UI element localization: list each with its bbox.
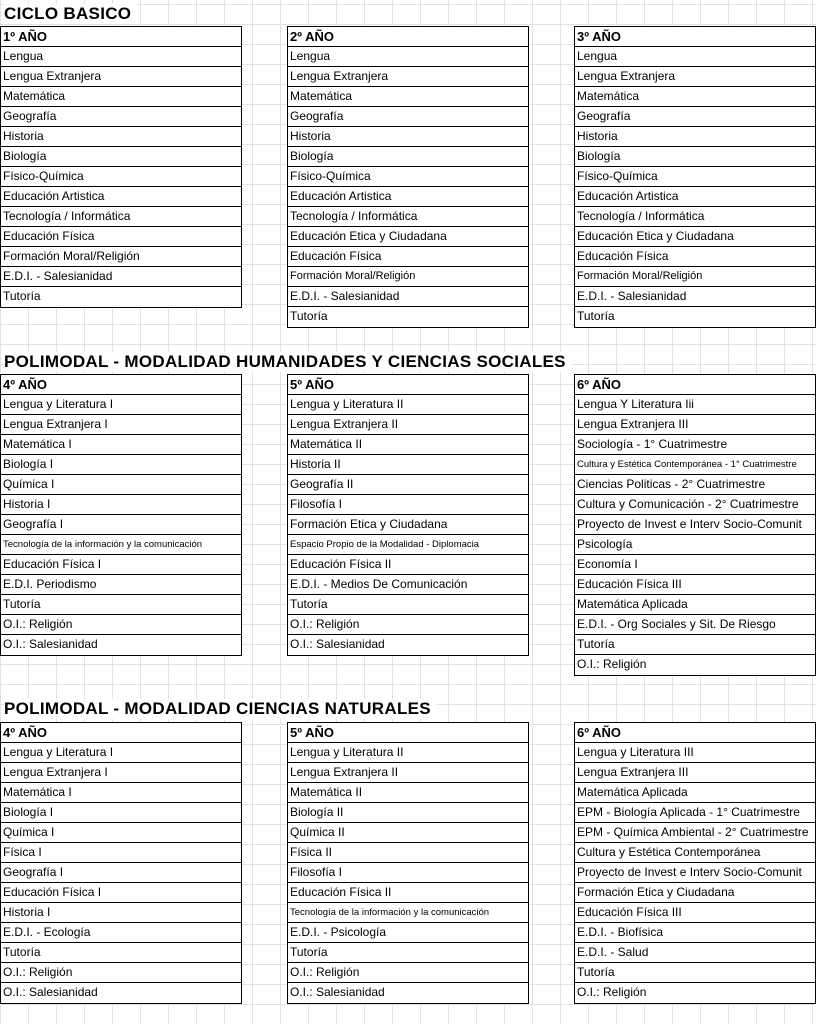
subject-cell: Educación Física III (575, 903, 815, 923)
subject-cell: Tutoría (575, 635, 815, 655)
year-table (287, 722, 529, 1004)
subject-cell: O.I.: Salesianidad (3, 637, 98, 651)
subject-cell: E.D.I. - Medios De Comunicación (288, 575, 528, 595)
year-header: 4º AÑO (1, 375, 241, 395)
subject-cell: Historia I (1, 903, 241, 923)
subject-cell: Formación Etica y Ciudadana (575, 883, 815, 903)
subject-cell: Historia (288, 127, 528, 147)
subject-cell: Lengua (288, 47, 528, 67)
subject-cell: Educación Artistica (575, 187, 815, 207)
subject-cell: Lengua Extranjera III (575, 763, 815, 783)
subject-cell: O.I.: Religión (577, 657, 647, 671)
subject-cell: Lengua Extranjera (288, 67, 528, 87)
section-title: CICLO BASICO (4, 4, 137, 24)
year-table (0, 722, 242, 1004)
subject-cell: Lengua (1, 47, 241, 67)
subject-cell: Lengua (575, 47, 815, 67)
subject-cell: Historia I (1, 495, 241, 515)
subject-cell: O.I.: Salesianidad (290, 985, 385, 999)
subject-cell: Matemática (288, 87, 528, 107)
subject-cell: Lengua Extranjera II (288, 415, 528, 435)
subject-cell: E.D.I. - Ecología (1, 923, 241, 943)
subject-cell: Lengua y Literatura I (1, 743, 241, 763)
subject-cell: Educación Artistica (1, 187, 241, 207)
subject-cell: Biología I (1, 803, 241, 823)
year-header: 6º AÑO (575, 375, 815, 395)
subject-cell: Matemática II (288, 783, 528, 803)
subject-cell: Tutoría (288, 943, 528, 963)
subject-cell: Tecnología / Informática (288, 207, 528, 227)
year-header: 4º AÑO (1, 723, 241, 743)
subject-cell: Espacio Propio de la Modalidad - Diplomacia (288, 535, 528, 555)
subject-cell: Biología II (288, 803, 528, 823)
subject-cell: Matemática (575, 87, 815, 107)
subject-cell: Cultura y Estética Contemporánea - 1° Cuatrimestre (575, 455, 815, 475)
subject-cell: Física I (1, 843, 241, 863)
subject-cell: O.I.: Religión (577, 985, 647, 999)
subject-cell: O.I.: Religión (1, 963, 241, 983)
subject-cell: Lengua Extranjera (1, 67, 241, 87)
subject-cell: E.D.I. - Salesianidad (575, 287, 815, 307)
subject-cell: Lengua Extranjera II (288, 763, 528, 783)
subject-cell: Química II (288, 823, 528, 843)
subject-cell: Matemática I (1, 435, 241, 455)
subject-cell: Proyecto de Invest e Interv Socio-Comunit (575, 863, 815, 883)
subject-cell: E.D.I. - Psicología (288, 923, 528, 943)
subject-cell: Tecnología de la información y la comunicación (1, 535, 241, 555)
subject-cell: Formación Etica y Ciudadana (288, 515, 528, 535)
subject-cell: Físico-Química (1, 167, 241, 187)
subject-cell: Química I (1, 823, 241, 843)
subject-cell: Biología (288, 147, 528, 167)
subject-cell: Formación Moral/Religión (288, 267, 528, 287)
subject-cell: Tecnología / Informática (575, 207, 815, 227)
year-table (0, 26, 242, 308)
subject-cell: Tutoría (1, 595, 241, 615)
year-table (574, 374, 816, 676)
section-title: POLIMODAL - MODALIDAD HUMANIDADES Y CIENCIAS SOCIALES (4, 352, 572, 372)
subject-cell: Filosofía I (288, 863, 528, 883)
subject-cell: O.I.: Religión (288, 615, 528, 635)
subject-cell: Biología I (1, 455, 241, 475)
subject-cell: Historia II (288, 455, 528, 475)
subject-cell: Lengua y Literatura III (575, 743, 815, 763)
subject-cell: E.D.I. - Org Sociales y Sit. De Riesgo (575, 615, 815, 635)
subject-cell: Matemática Aplicada (575, 783, 815, 803)
subject-cell: Geografía (288, 107, 528, 127)
subject-cell: O.I.: Salesianidad (3, 985, 98, 999)
year-header: 5º AÑO (288, 723, 528, 743)
subject-cell: Ciencias Politicas - 2° Cuatrimestre (575, 475, 815, 495)
subject-cell: Tutoría (575, 963, 815, 983)
subject-cell: Biología (575, 147, 815, 167)
subject-cell: Sociología - 1° Cuatrimestre (575, 435, 815, 455)
subject-cell: Cultura y Comunicación - 2° Cuatrimestre (575, 495, 815, 515)
subject-cell: Educación Física I (1, 555, 241, 575)
subject-cell: Cultura y Estética Contemporánea (575, 843, 815, 863)
subject-cell: Economía I (575, 555, 815, 575)
subject-cell: Lengua y Literatura II (288, 743, 528, 763)
subject-cell: Educación Física (1, 227, 241, 247)
subject-cell: Lengua Y Literatura Iii (575, 395, 815, 415)
subject-cell: Geografía (1, 107, 241, 127)
year-table (0, 374, 242, 656)
subject-cell: O.I.: Religión (1, 615, 241, 635)
subject-cell: EPM - Química Ambiental - 2° Cuatrimestre (575, 823, 815, 843)
subject-cell: O.I.: Salesianidad (290, 637, 385, 651)
subject-cell: Geografía (575, 107, 815, 127)
subject-cell: Tutoría (288, 595, 528, 615)
subject-cell: Tutoría (1, 943, 241, 963)
subject-cell: Lengua y Literatura I (1, 395, 241, 415)
subject-cell: Lengua Extranjera I (1, 763, 241, 783)
subject-cell: Biología (1, 147, 241, 167)
subject-cell: E.D.I. - Biofísica (575, 923, 815, 943)
subject-cell: Educación Etica y Ciudadana (288, 227, 528, 247)
subject-cell: Geografía I (1, 515, 241, 535)
subject-cell: E.D.I. - Salesianidad (288, 287, 528, 307)
year-table (287, 374, 529, 656)
subject-cell: Físico-Química (288, 167, 528, 187)
subject-cell: Educación Física I (1, 883, 241, 903)
subject-cell: Historia (575, 127, 815, 147)
subject-cell: E.D.I. - Salud (575, 943, 815, 963)
subject-cell: Físico-Química (575, 167, 815, 187)
subject-cell: Tutoría (3, 289, 41, 303)
subject-cell: Educación Artistica (288, 187, 528, 207)
year-header: 6º AÑO (575, 723, 815, 743)
subject-cell: Tecnología de la información y la comunicación (288, 903, 528, 923)
subject-cell: Física II (288, 843, 528, 863)
subject-cell: Historia (1, 127, 241, 147)
subject-cell: Psicología (575, 535, 815, 555)
year-header: 3º AÑO (575, 27, 815, 47)
subject-cell: Educación Etica y Ciudadana (575, 227, 815, 247)
subject-cell: Educación Física III (575, 575, 815, 595)
subject-cell: Geografía II (288, 475, 528, 495)
subject-cell: Matemática I (1, 783, 241, 803)
subject-cell: Matemática (1, 87, 241, 107)
subject-cell: O.I.: Religión (288, 963, 528, 983)
subject-cell: Tutoría (577, 309, 615, 323)
subject-cell: Tutoría (290, 309, 328, 323)
section-title: POLIMODAL - MODALIDAD CIENCIAS NATURALES (4, 699, 437, 719)
year-header: 1º AÑO (1, 27, 241, 47)
subject-cell: Formación Moral/Religión (575, 267, 815, 287)
subject-cell: Formación Moral/Religión (1, 247, 241, 267)
year-header: 2º AÑO (288, 27, 528, 47)
subject-cell: Educación Física II (288, 555, 528, 575)
subject-cell: Educación Física II (288, 883, 528, 903)
subject-cell: Lengua y Literatura II (288, 395, 528, 415)
year-header: 5º AÑO (288, 375, 528, 395)
subject-cell: E.D.I. - Salesianidad (1, 267, 241, 287)
year-table (287, 26, 529, 328)
subject-cell: E.D.I. Periodismo (1, 575, 241, 595)
subject-cell: Matemática Aplicada (575, 595, 815, 615)
subject-cell: Tecnología / Informática (1, 207, 241, 227)
subject-cell: Matemática II (288, 435, 528, 455)
subject-cell: Lengua Extranjera I (1, 415, 241, 435)
subject-cell: Proyecto de Invest e Interv Socio-Comunit (575, 515, 815, 535)
subject-cell: Lengua Extranjera III (575, 415, 815, 435)
subject-cell: Química I (1, 475, 241, 495)
subject-cell: Educación Física (575, 247, 815, 267)
year-table (574, 26, 816, 328)
subject-cell: Filosofía I (288, 495, 528, 515)
subject-cell: EPM - Biología Aplicada - 1° Cuatrimestre (575, 803, 815, 823)
year-table (574, 722, 816, 1004)
subject-cell: Geografía I (1, 863, 241, 883)
subject-cell: Lengua Extranjera (575, 67, 815, 87)
subject-cell: Educación Física (288, 247, 528, 267)
